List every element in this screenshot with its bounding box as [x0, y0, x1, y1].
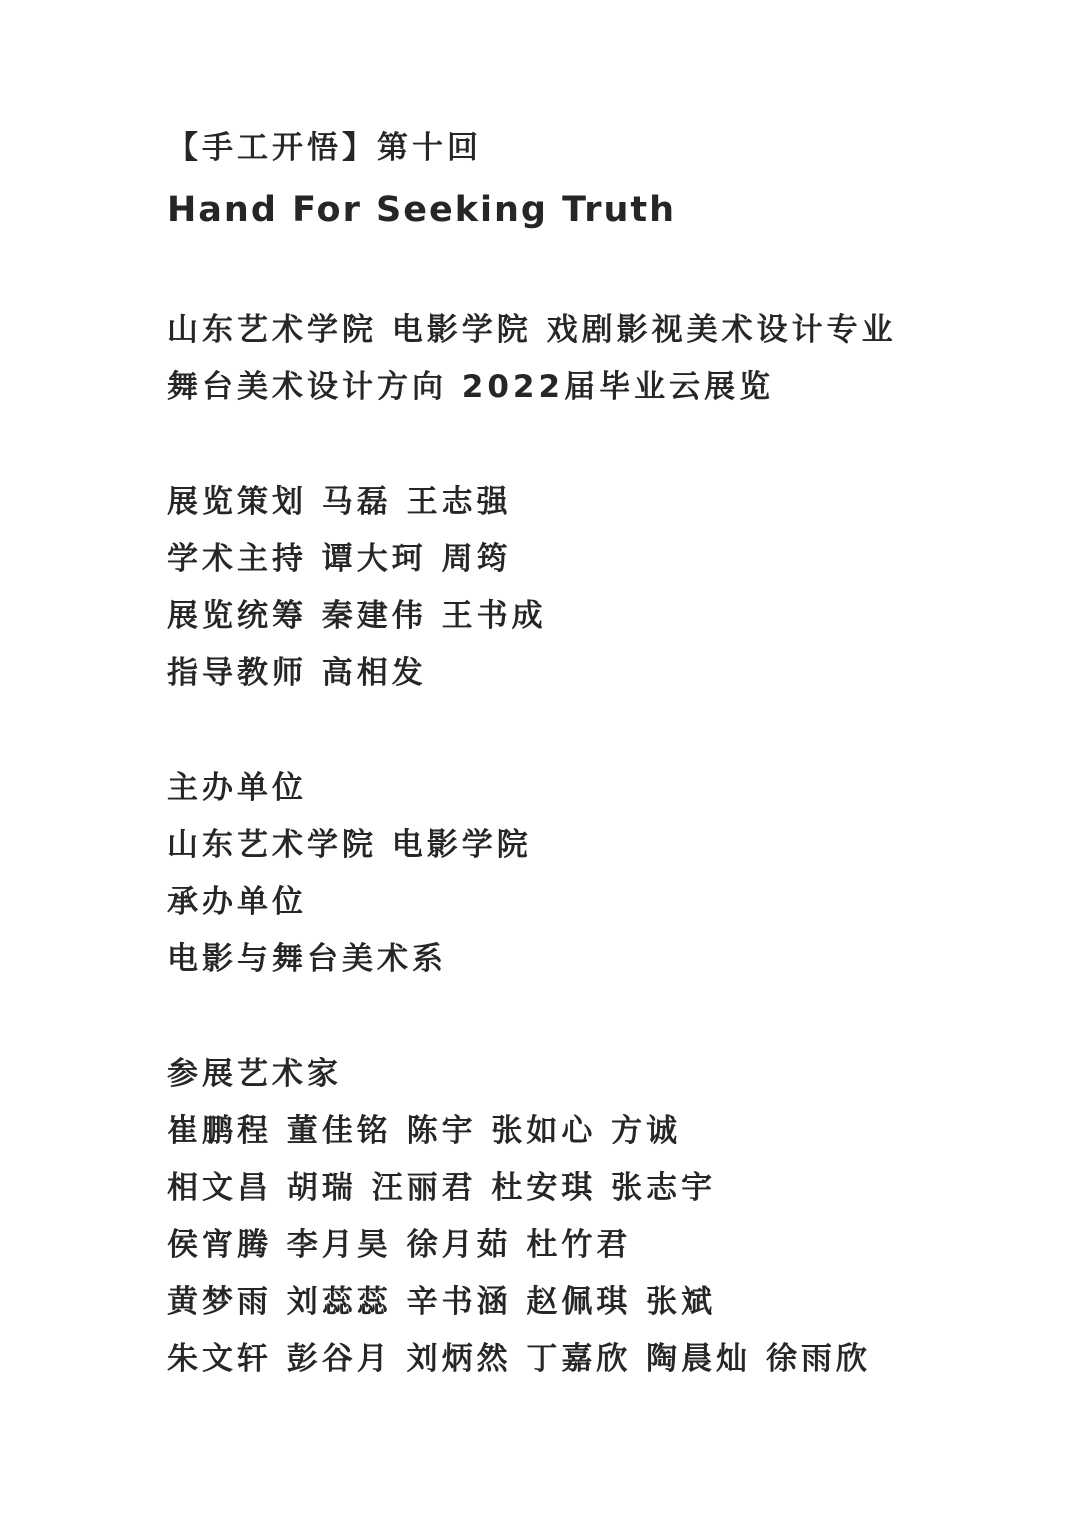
title-zh: 【手工开悟】第十回 — [167, 130, 482, 166]
artists-row: 黄梦雨 刘蕊蕊 辛书涵 赵佩琪 张斌 — [167, 1284, 717, 1320]
credit-academic-host: 学术主持 谭大珂 周筠 — [167, 541, 512, 577]
artists-row: 朱文轩 彭谷月 刘炳然 丁嘉欣 陶晨灿 徐雨欣 — [167, 1341, 871, 1377]
artists-row: 侯宵腾 李月昊 徐月茹 杜竹君 — [167, 1227, 632, 1263]
artists-row: 相文昌 胡瑞 汪丽君 杜安琪 张志宇 — [167, 1170, 717, 1206]
credit-coordination: 展览统筹 秦建伟 王书成 — [167, 598, 547, 634]
exhibition-line-1: 山东艺术学院 电影学院 戏剧影视美术设计专业 — [167, 312, 897, 348]
exhibition-line-2: 舞台美术设计方向 2022届毕业云展览 — [167, 369, 775, 405]
host-heading: 主办单位 — [167, 770, 307, 806]
host-name: 山东艺术学院 电影学院 — [167, 827, 532, 863]
co-organizer-heading: 承办单位 — [167, 884, 307, 920]
artists-row: 崔鹏程 董佳铭 陈宇 张如心 方诚 — [167, 1113, 682, 1149]
credit-instructor: 指导教师 高相发 — [167, 655, 427, 691]
title-en: Hand For Seeking Truth — [167, 190, 677, 230]
co-organizer-name: 电影与舞台美术系 — [167, 941, 447, 977]
credit-curation: 展览策划 马磊 王志强 — [167, 484, 512, 520]
artists-heading: 参展艺术家 — [167, 1056, 342, 1092]
